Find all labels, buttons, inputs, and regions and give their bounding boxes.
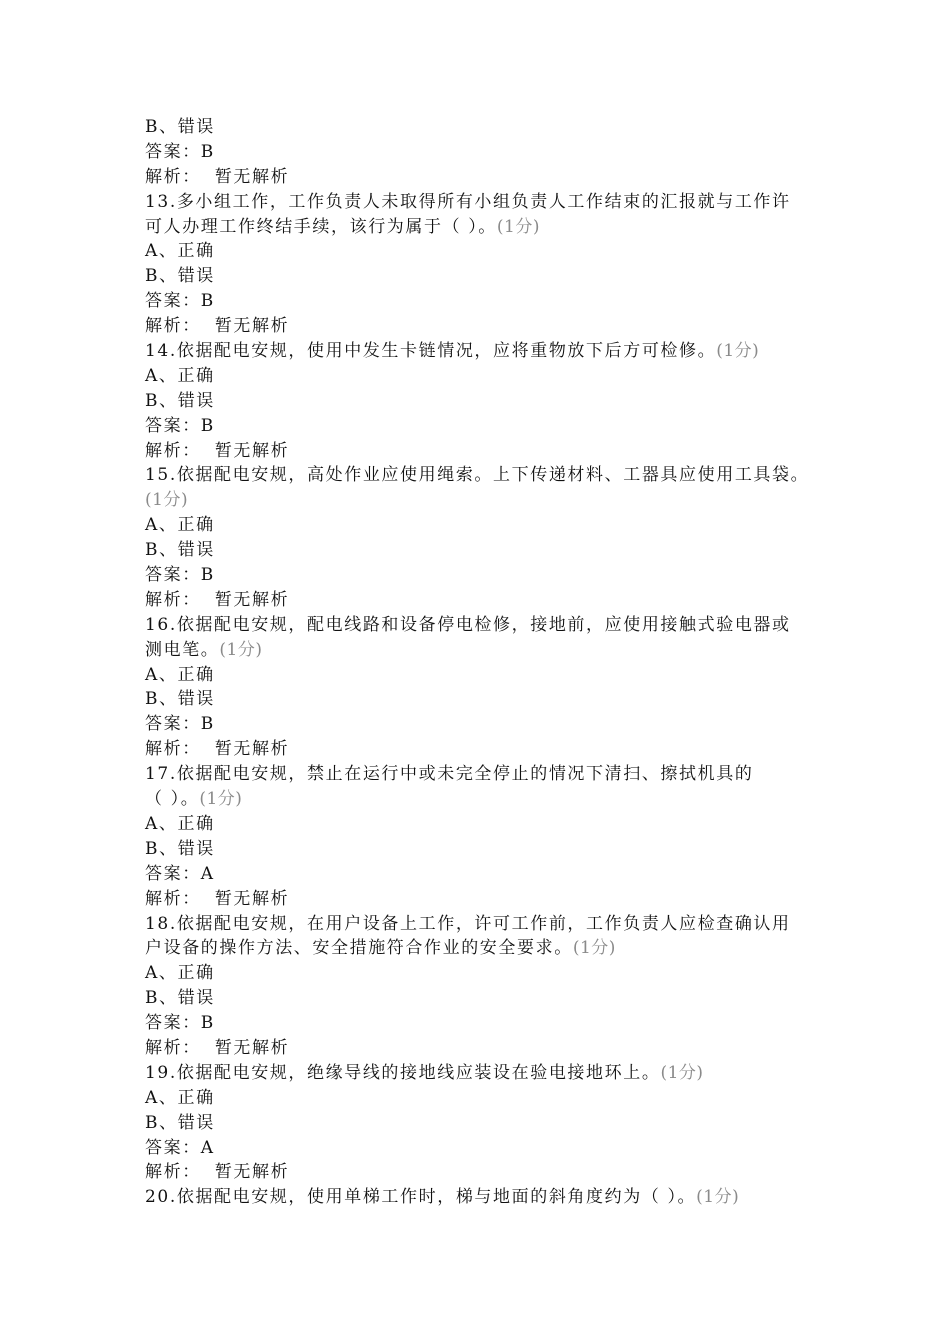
- score-label: (1分): [660, 1062, 704, 1083]
- option-line: [145, 687, 845, 712]
- question-line: [145, 762, 845, 787]
- line-text: A、正确: [145, 963, 215, 984]
- line-text: 答案：B: [145, 415, 215, 436]
- line-text: A、正确: [145, 1087, 215, 1108]
- analysis-label: 解析：: [145, 888, 201, 909]
- option-line: [145, 513, 845, 538]
- line-text: 可人办理工作终结手续，该行为属于（ ）。: [145, 216, 497, 237]
- line-text: 15.依据配电安规，高处作业应使用绳索。上下传递材料、工器具应使用工具袋。: [145, 465, 810, 486]
- question-line: [145, 787, 845, 812]
- option-line: [145, 538, 845, 563]
- line-text: B、错误: [145, 838, 215, 859]
- analysis-value: 暂无解析: [214, 589, 290, 610]
- line-text: 答案：B: [145, 1013, 215, 1034]
- option-line: [145, 1086, 845, 1111]
- line-text: B、错误: [145, 117, 215, 137]
- answer-line: [145, 862, 845, 887]
- line-text: B、错误: [145, 1112, 215, 1133]
- analysis-line: [145, 737, 845, 762]
- analysis-value: 暂无解析: [214, 1037, 290, 1058]
- option-line: [145, 364, 845, 389]
- line-text: 13.多小组工作，工作负责人未取得所有小组负责人工作结束的汇报就与工作许: [145, 191, 791, 212]
- analysis-label: 解析：: [145, 1037, 201, 1058]
- question-line: [145, 1061, 845, 1086]
- question-line: [145, 613, 845, 638]
- analysis-line: [145, 165, 845, 190]
- analysis-value: 暂无解析: [214, 739, 290, 760]
- analysis-label: 解析：: [145, 1162, 201, 1183]
- line-text: （ ）。: [145, 789, 200, 810]
- option-line: [145, 663, 845, 688]
- line-text: 答案：B: [145, 714, 215, 735]
- score-label: (1分): [572, 938, 616, 959]
- line-text: 17.依据配电安规，禁止在运行中或未完全停止的情况下清扫、擦拭机具的: [145, 764, 754, 785]
- analysis-value: 暂无解析: [214, 166, 290, 187]
- analysis-label: 解析：: [145, 166, 201, 187]
- option-line: [145, 812, 845, 837]
- line-text: 答案：B: [145, 141, 215, 162]
- line-text: 16.依据配电安规，配电线路和设备停电检修，接地前，应使用接触式验电器或: [145, 614, 791, 635]
- analysis-line: [145, 1036, 845, 1061]
- line-text: 答案：B: [145, 291, 215, 312]
- line-text: A、正确: [145, 365, 215, 386]
- question-line: [145, 936, 845, 961]
- score-label: (1分): [219, 639, 263, 660]
- score-label: (1分): [145, 490, 189, 511]
- question-line: [145, 638, 845, 663]
- line-text: A、正确: [145, 813, 215, 834]
- line-text: A、正确: [145, 241, 215, 262]
- option-line: [145, 264, 845, 289]
- line-text: 答案：A: [145, 1137, 215, 1158]
- analysis-line: [145, 439, 845, 464]
- option-line: [145, 986, 845, 1011]
- analysis-line: [145, 588, 845, 613]
- answer-line: [145, 1136, 845, 1161]
- answer-line: [145, 289, 845, 314]
- line-text: A、正确: [145, 664, 215, 685]
- line-text: A、正确: [145, 515, 215, 536]
- analysis-value: 暂无解析: [214, 1162, 290, 1183]
- score-label: (1分): [696, 1187, 740, 1208]
- question-line: [145, 488, 845, 513]
- option-line: [145, 239, 845, 264]
- line-text: 户设备的操作方法、安全措施符合作业的安全要求。: [145, 938, 573, 959]
- question-line: [145, 1185, 845, 1210]
- analysis-label: 解析：: [145, 440, 201, 461]
- analysis-line: [145, 1160, 845, 1185]
- question-line: [145, 215, 845, 240]
- analysis-line: [145, 887, 845, 912]
- analysis-label: 解析：: [145, 316, 201, 337]
- analysis-line: [145, 314, 845, 339]
- line-text: 20.依据配电安规，使用单梯工作时，梯与地面的斜角度约为（ ）。: [145, 1187, 697, 1208]
- line-text: 14.依据配电安规，使用中发生卡链情况，应将重物放下后方可检修。: [145, 341, 717, 362]
- analysis-label: 解析：: [145, 589, 201, 610]
- line-text: 答案：A: [145, 863, 215, 884]
- score-label: (1分): [716, 341, 760, 362]
- analysis-label: 解析：: [145, 739, 201, 760]
- option-line: [145, 837, 845, 862]
- option-line: [145, 961, 845, 986]
- line-text: B、错误: [145, 988, 215, 1009]
- answer-line: [145, 712, 845, 737]
- answer-line: [145, 140, 845, 165]
- option-line: [145, 115, 845, 140]
- line-text: B、错误: [145, 390, 215, 411]
- analysis-value: 暂无解析: [214, 888, 290, 909]
- question-line: [145, 912, 845, 937]
- answer-line: [145, 414, 845, 439]
- analysis-value: 暂无解析: [214, 440, 290, 461]
- line-text: B、错误: [145, 266, 215, 287]
- question-line: [145, 463, 845, 488]
- document-page: [145, 115, 845, 1210]
- answer-line: [145, 563, 845, 588]
- analysis-value: 暂无解析: [214, 316, 290, 337]
- answer-line: [145, 1011, 845, 1036]
- line-text: 18.依据配电安规，在用户设备上工作，许可工作前，工作负责人应检查确认用: [145, 913, 791, 934]
- score-label: (1分): [496, 216, 540, 237]
- line-text: 测电笔。: [145, 639, 220, 660]
- question-line: [145, 339, 845, 364]
- line-text: 答案：B: [145, 565, 215, 586]
- line-text: B、错误: [145, 540, 215, 561]
- question-line: [145, 190, 845, 215]
- score-label: (1分): [199, 789, 243, 810]
- option-line: [145, 389, 845, 414]
- line-text: 19.依据配电安规，绝缘导线的接地线应装设在验电接地环上。: [145, 1062, 661, 1083]
- option-line: [145, 1111, 845, 1136]
- line-text: B、错误: [145, 689, 215, 710]
